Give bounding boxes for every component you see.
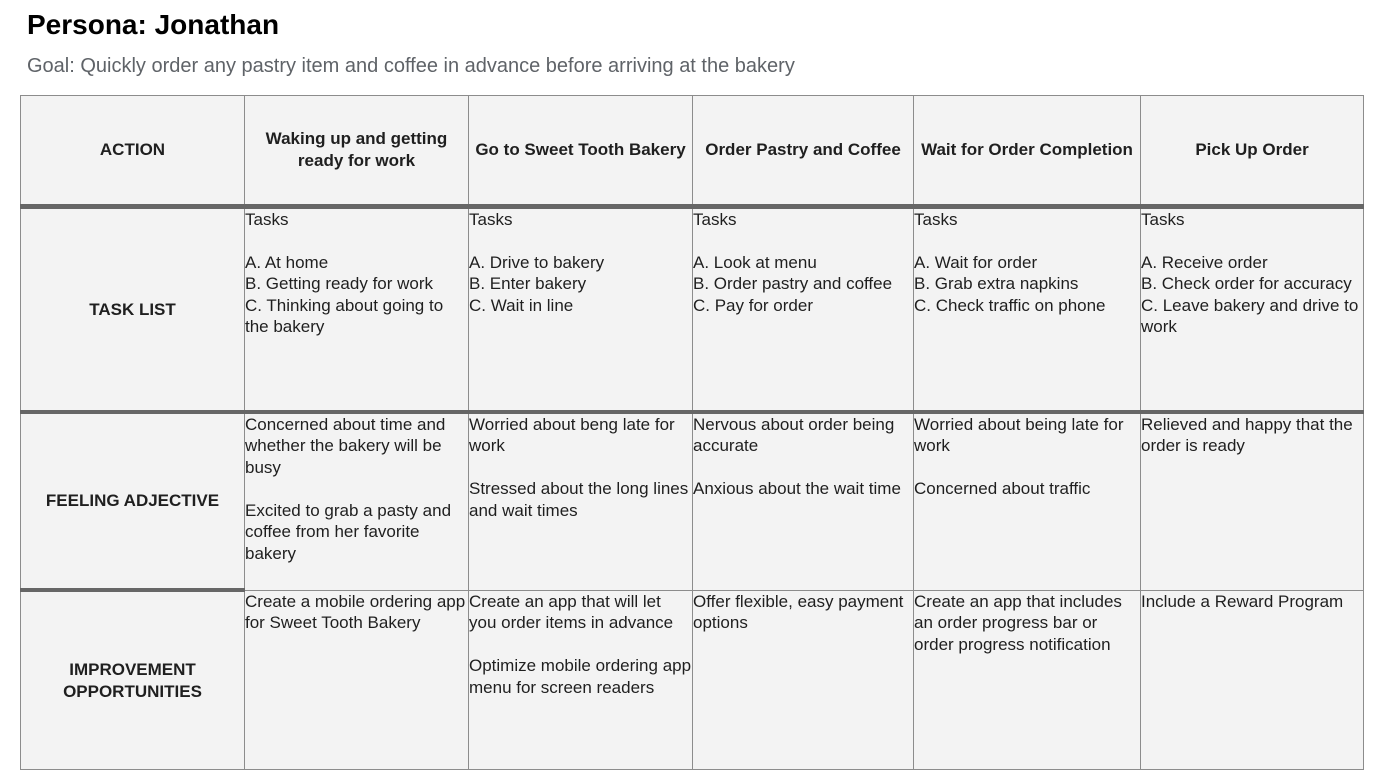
cell-text-line: C. Wait in line [469,295,574,315]
cell-text-line: B. Check order for accuracy [1141,274,1352,294]
cell-text-line: Stressed about the long lines and wait times [469,479,689,520]
cell-text-line: A. At home [245,252,329,272]
table-cell [469,590,693,769]
paragraph-gap [914,230,1140,252]
cell-text-line: Include a Reward Program [1141,591,1344,611]
cell-text-line: C. Check traffic on phone [914,295,1106,315]
table-cell [1141,590,1364,769]
feeling-adjective-row [21,412,1364,590]
paragraph-gap [914,457,1140,479]
paragraph-gap [693,230,913,252]
table-cell [1141,412,1364,590]
paragraph-gap [1141,230,1363,252]
cell-text-line: Worried about being late for work [914,414,1124,456]
cell-text-line: B. Enter bakery [469,274,587,294]
stage-header-pick-up: Pick Up Order [1141,96,1364,207]
paragraph-gap [245,478,468,500]
table-cell [693,206,914,412]
stage-header-order: Order Pastry and Coffee [693,96,914,207]
row-label-feeling-adjective: FEELING ADJECTIVE [21,412,245,590]
cell-text-line: Nervous about order being accurate [693,414,895,456]
table-cell [693,412,914,590]
cell-text-line: Tasks [245,209,289,229]
cell-text-line: Tasks [1141,209,1185,229]
cell-text-line: C. Pay for order [693,295,813,315]
cell-text-line: Create an app that includes an order progress bar or order progress notification [914,591,1122,654]
action-header: ACTION [21,96,245,207]
cell-text-line: C. Thinking about going to the bakery [245,295,444,337]
cell-text-line: Concerned about traffic [914,479,1091,499]
cell-text-line: Tasks [469,209,513,229]
table-cell [1141,206,1364,412]
table-cell [914,412,1141,590]
paragraph-gap [469,230,692,252]
stage-header-waking-up: Waking up and getting ready for work [245,96,469,207]
cell-text-line: Excited to grab a pasty and coffee from her favorite bakery [245,500,452,563]
cell-text-line: Tasks [914,209,958,229]
table-cell [914,590,1141,769]
cell-text-line: Worried about beng late for work [469,414,675,456]
cell-text-line: Offer flexible, easy payment options [693,591,904,633]
table-cell [245,412,469,590]
cell-text-line: A. Drive to bakery [469,252,605,272]
cell-text-line: Concerned about time and whether the bakery will be busy [245,414,446,477]
cell-text-line: Relieved and happy that the order is ready [1141,414,1353,456]
cell-text-line: A. Wait for order [914,252,1038,272]
cell-text-line: A. Look at menu [693,252,817,272]
table-cell [469,206,693,412]
table-cell [245,590,469,769]
stage-header-row [21,96,1364,207]
cell-text-line: B. Getting ready for work [245,274,434,294]
stage-header-go-to-bakery: Go to Sweet Tooth Bakery [469,96,693,207]
journey-map-table [20,95,1364,770]
improvement-opportunities-row [21,590,1364,769]
task-list-row [21,206,1364,412]
paragraph-gap [469,634,692,656]
table-cell [914,206,1141,412]
cell-text-line: B. Grab extra napkins [914,274,1079,294]
cell-text-line: Optimize mobile ordering app menu for screen readers [469,656,692,697]
table-cell [469,412,693,590]
cell-text-line: Anxious about the wait time [693,479,901,499]
table-cell [245,206,469,412]
paragraph-gap [245,230,468,252]
cell-text-line: Create an app that will let you order items in advance [469,591,674,633]
cell-text-line: C. Leave bakery and drive to work [1141,295,1359,337]
row-label-task-list: TASK LIST [21,206,245,412]
row-label-improvement-opportunities: IMPROVEMENT OPPORTUNITIES [21,590,245,769]
stage-header-wait: Wait for Order Completion [914,96,1141,207]
cell-text-line: A. Receive order [1141,252,1268,272]
table-cell [693,590,914,769]
paragraph-gap [469,457,692,479]
persona-goal: Goal: Quickly order any pastry item and coffee in advance before arriving at the bakery [27,55,795,77]
cell-text-line: Create a mobile ordering app for Sweet Tooth Bakery [245,591,466,633]
paragraph-gap [693,457,913,479]
page-title: Persona: Jonathan [27,9,280,40]
cell-text-line: B. Order pastry and coffee [693,274,893,294]
cell-text-line: Tasks [693,209,737,229]
